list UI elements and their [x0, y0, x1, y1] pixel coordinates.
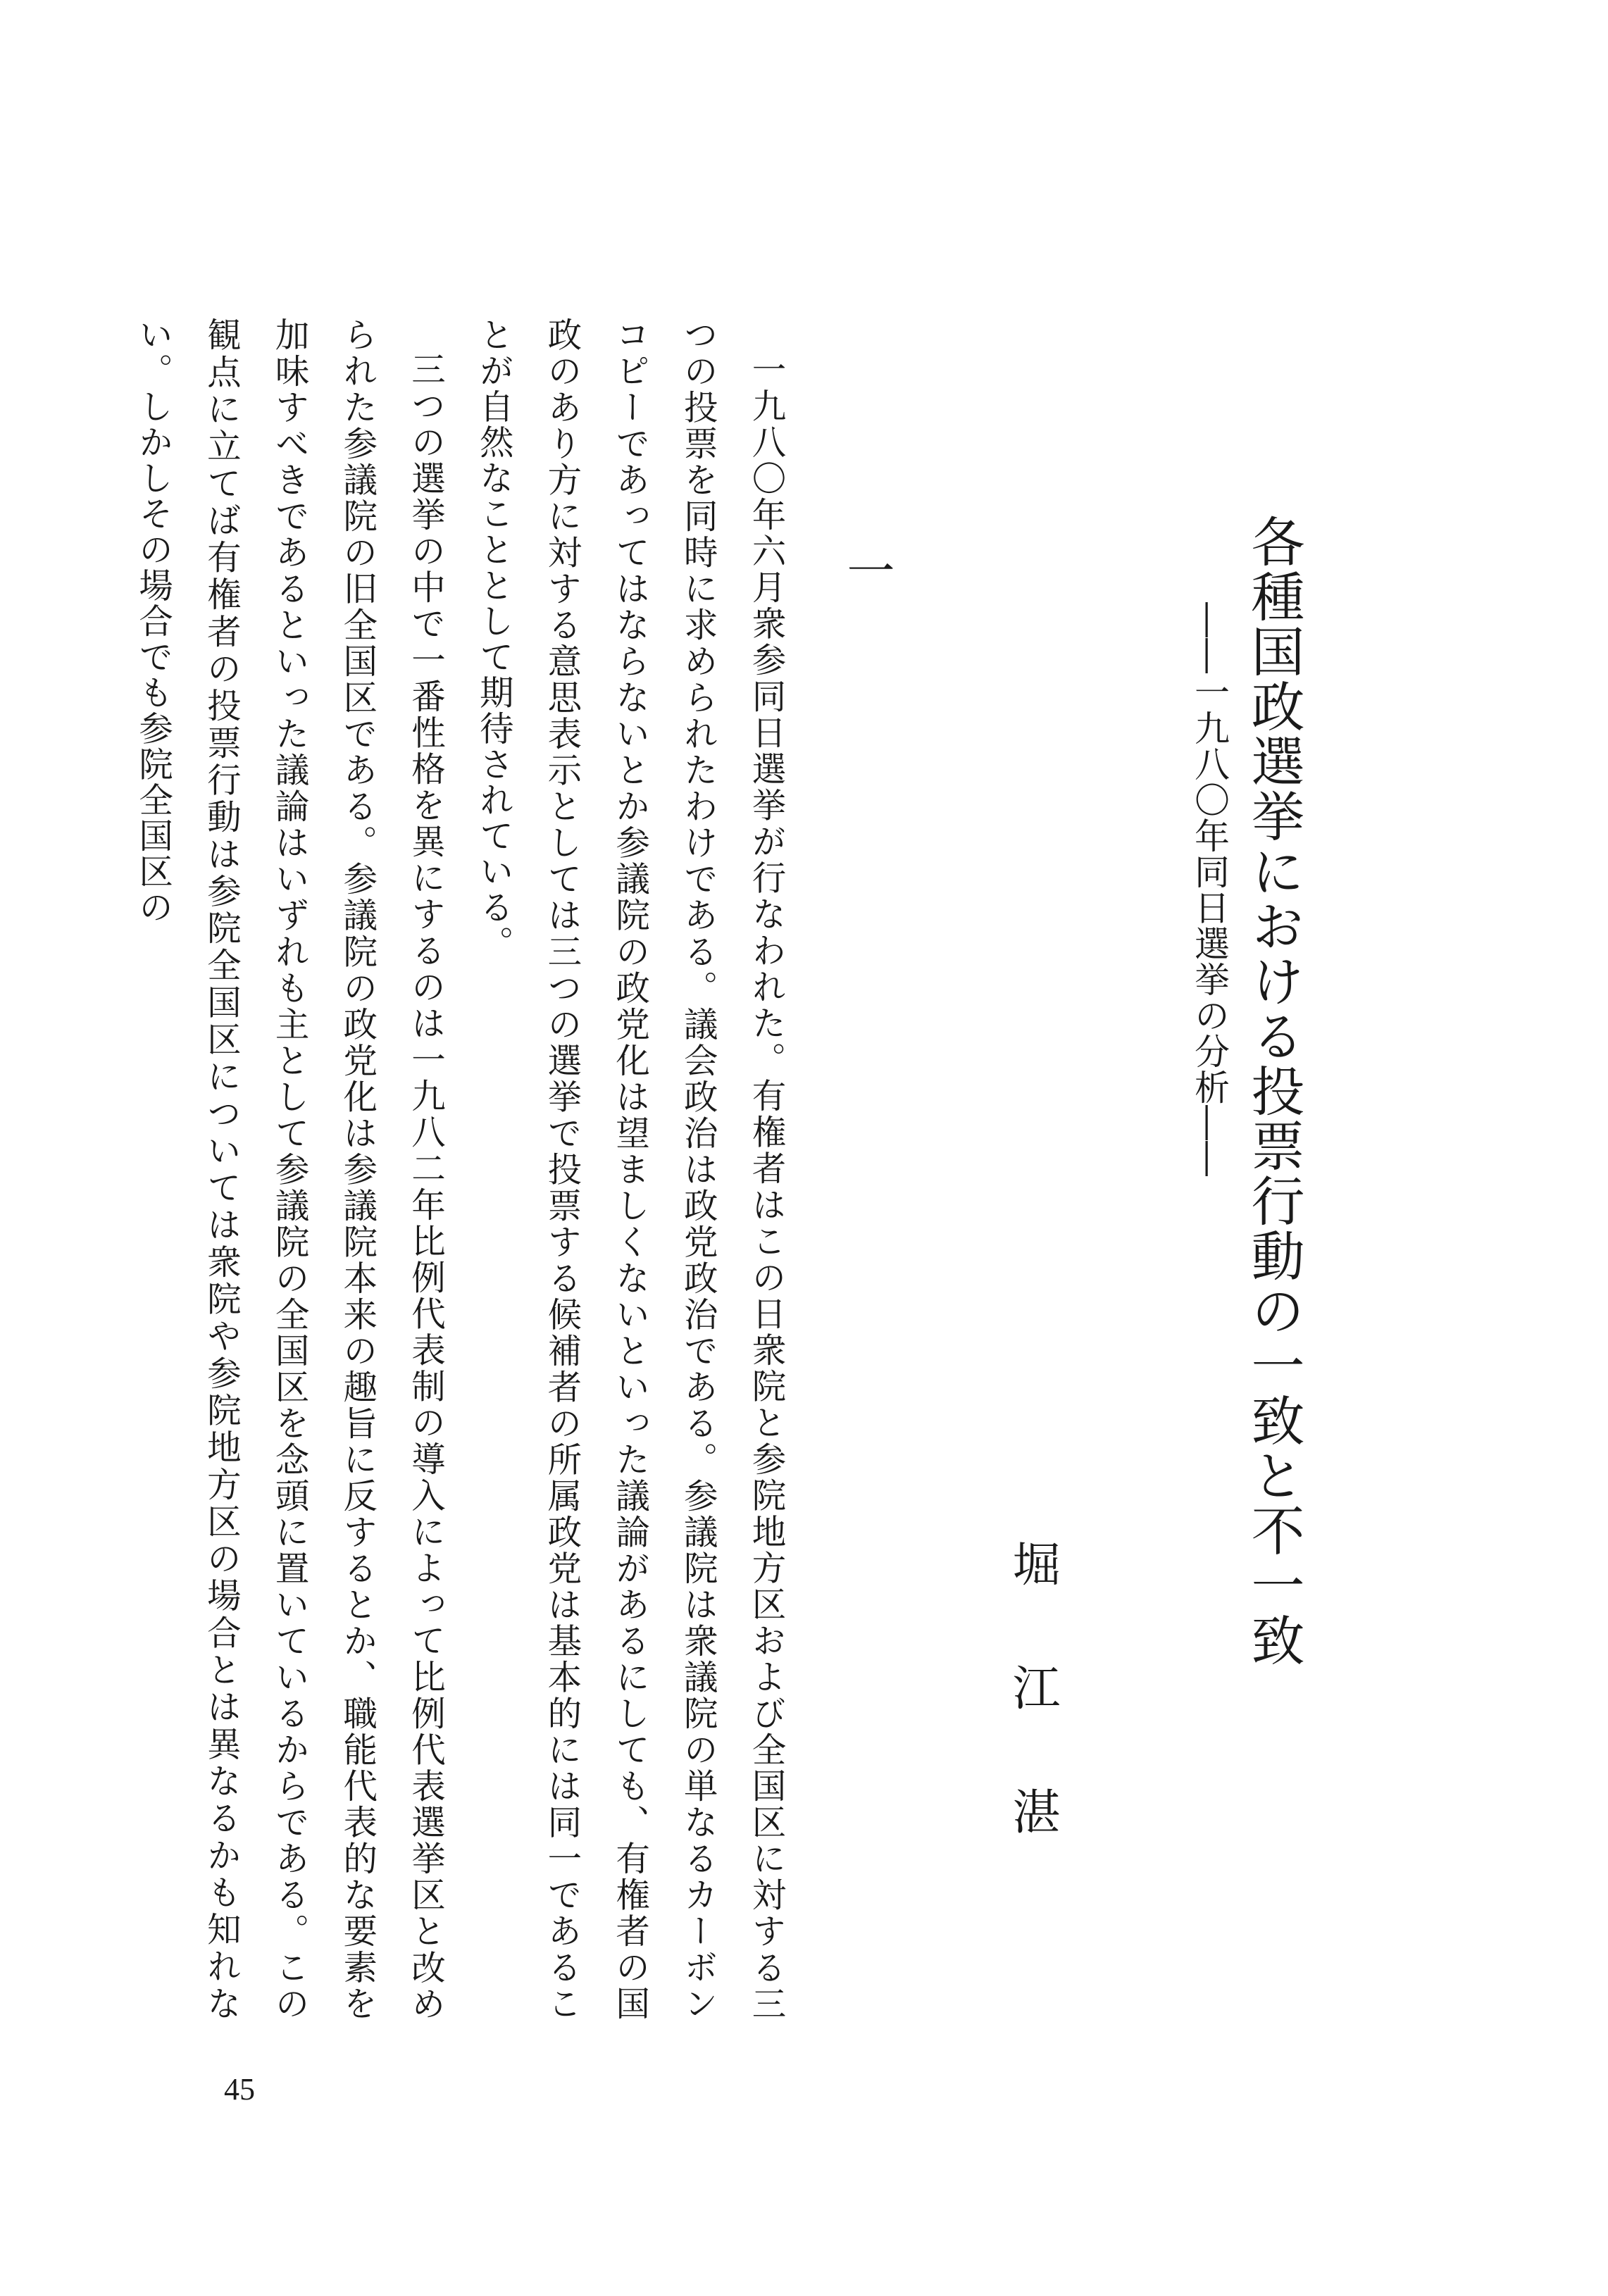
body-text — [132, 317, 799, 2021]
article-title: 各種国政選挙における投票行動の一致と不一致 — [1242, 514, 1305, 1668]
article-subtitle: ――一九八〇年同日選挙の分析―― — [1189, 602, 1230, 1177]
paragraph-2: 三つの選挙の中で一番性格を異にするのは一九八二年比例代表制の導入によって比例代表選挙区と改められた参議院の旧全国区である。参議院の政党化は参議院本来の趣旨に反するとか、職能代表的な要素を加味すべきであるといった議論はいずれも主として参議院の全国区を念頭に置いているからである。この観点に立てば有権者の投票行動は参院全国区については衆院や参院地方区の場合とは異なるかも知れない。しかしその場合でも参院全国区の — [132, 317, 445, 2021]
section-number: 一 — [839, 546, 895, 594]
paragraph-1: 一九八〇年六月衆参同日選挙が行なわれた。有権者はこの日衆院と参院地方区および全国区に対する三つの投票を同時に求められたわけである。議会政治は政党政治である。参議院は衆議院の単なるカーボンコピーであってはならないとか参議院の政党化は望ましくないといった議論があるにしても、有権者の国政のあり方に対する意思表示としては三つの選挙で投票する候補者の所属政党は基本的には同一であることが自然なこととして期待されている。 — [473, 317, 785, 2021]
page-number: 45 — [224, 2072, 255, 2107]
author-name: 堀江湛 — [1004, 1539, 1060, 1911]
